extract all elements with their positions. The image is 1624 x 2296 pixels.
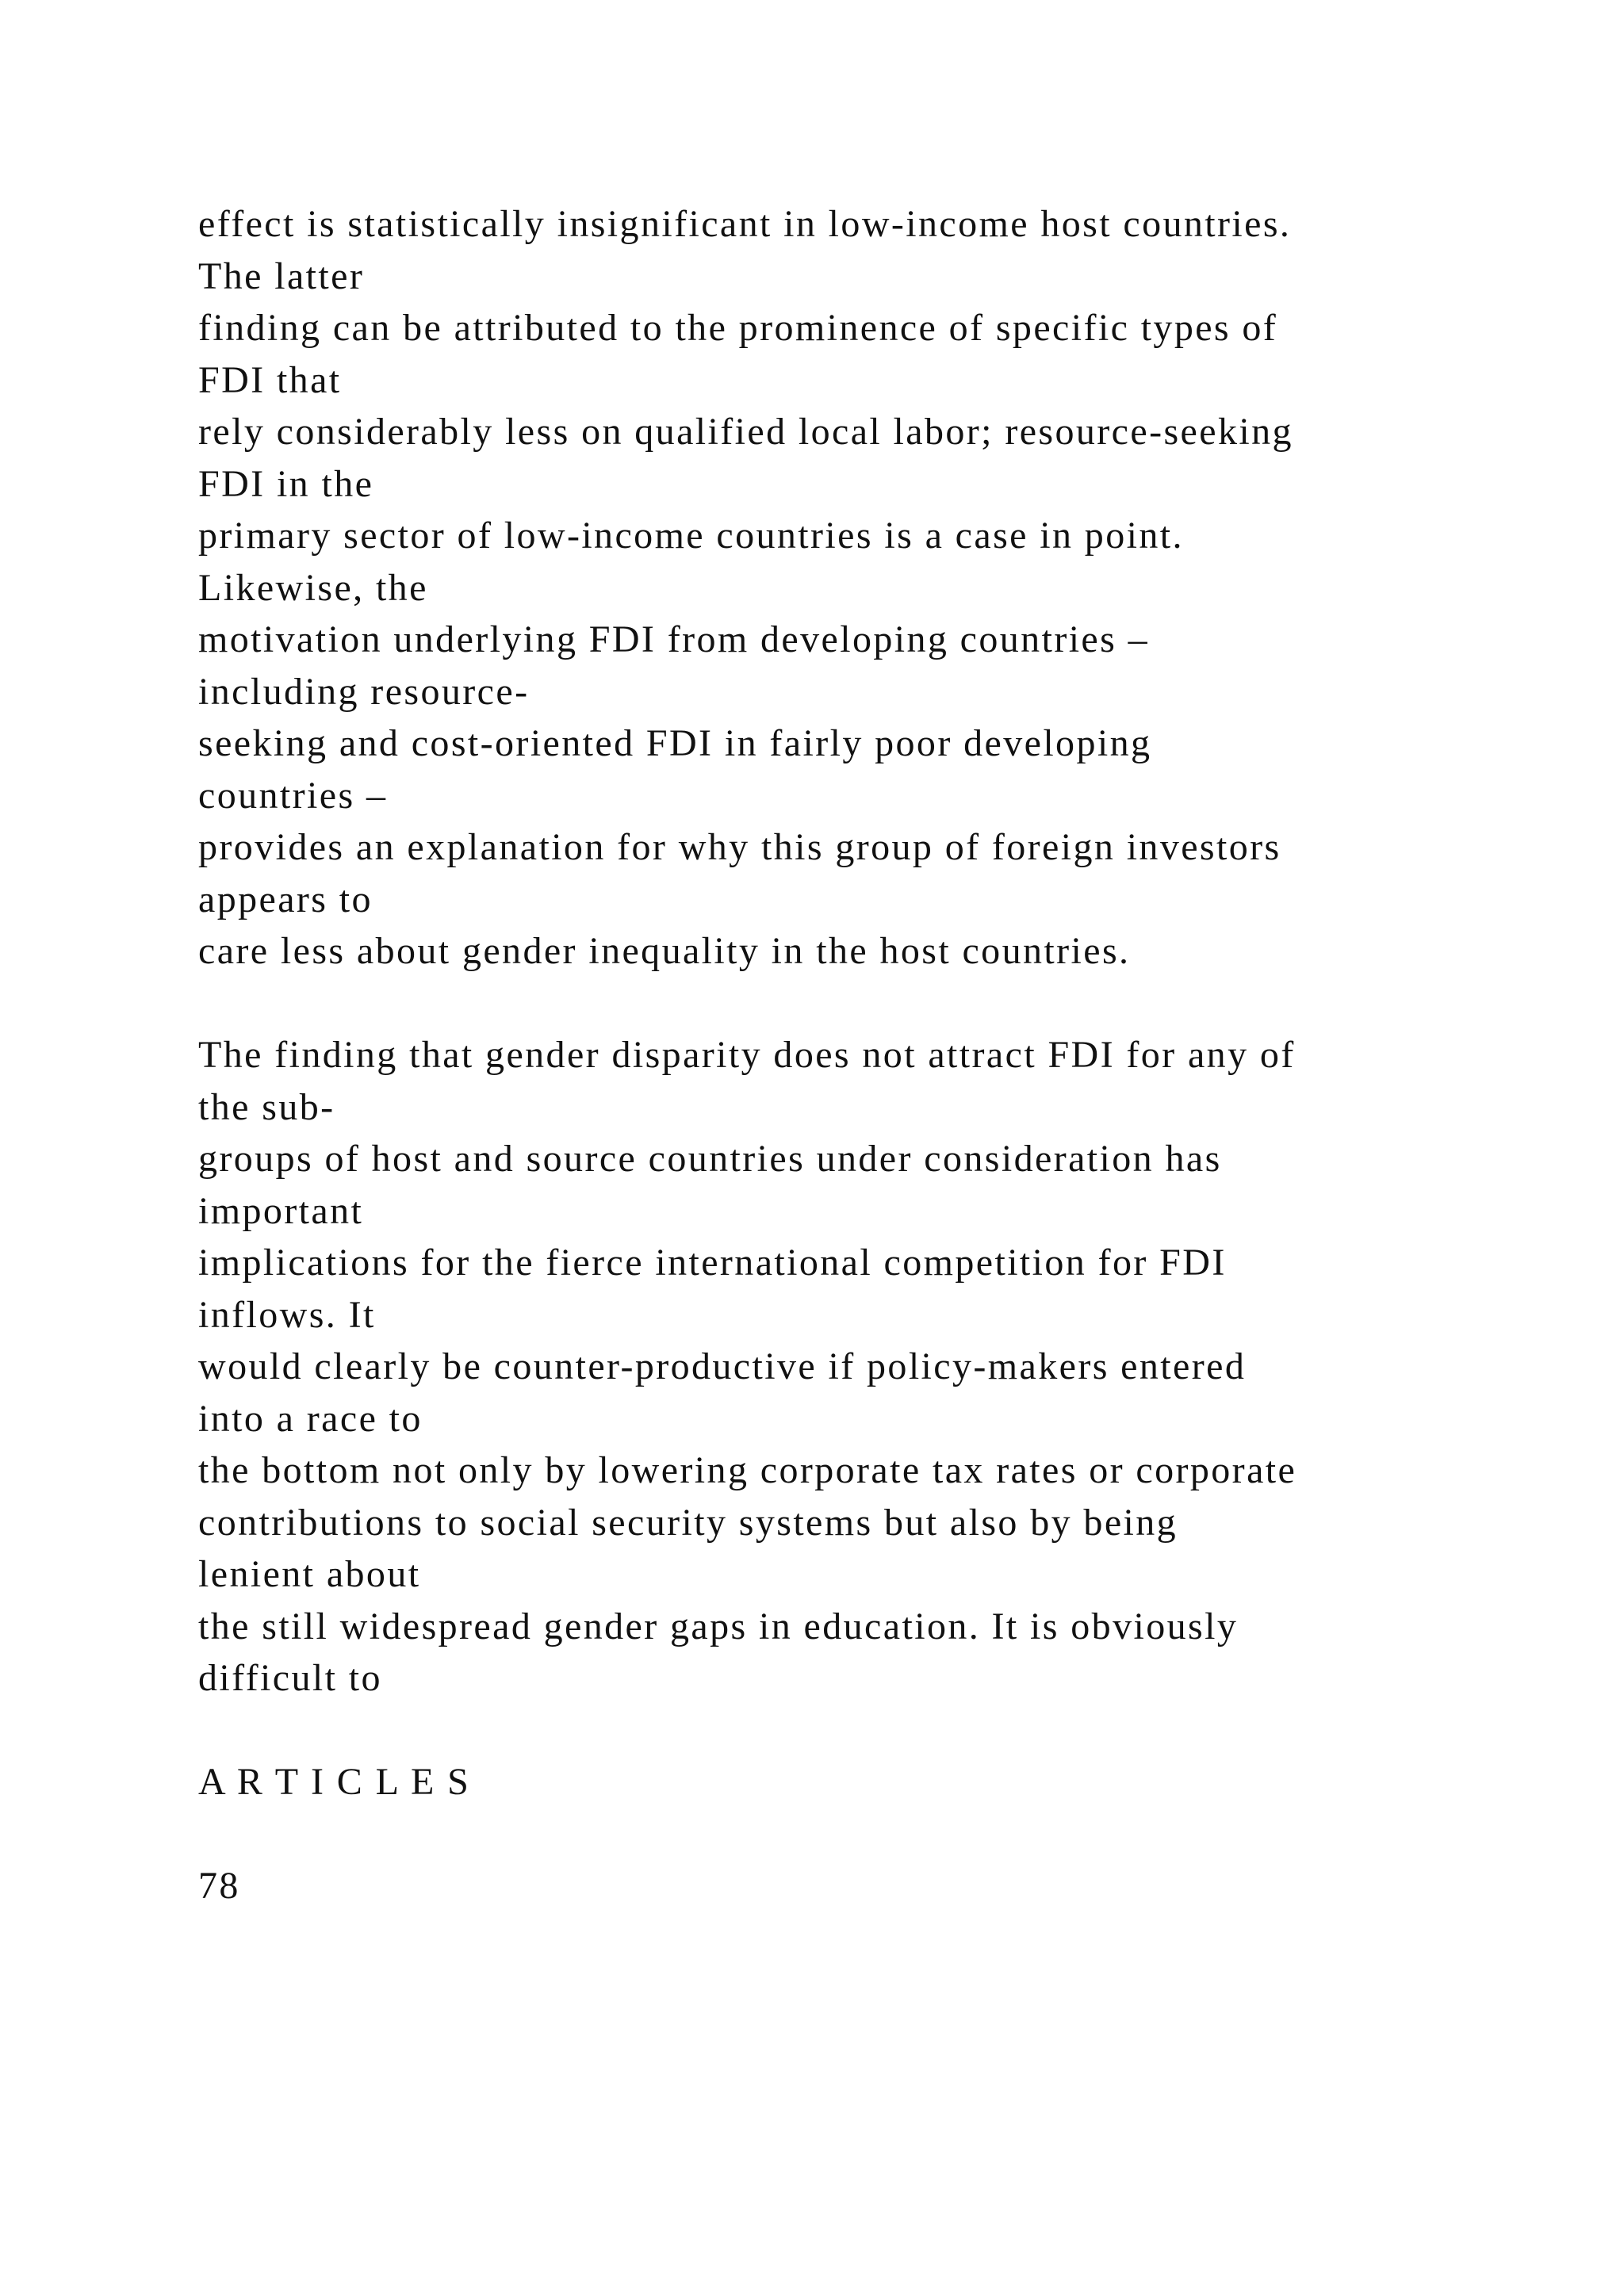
page-number: 78 [198, 1865, 240, 1907]
text-line: finding can be attributed to the prominence of specific types of [198, 307, 1278, 349]
text-line: rely considerably less on qualified local labor; resource-seeking [198, 411, 1293, 453]
text-line: the bottom not only by lowering corporate tax rates or corporate [198, 1449, 1297, 1491]
text-line: The finding that gender disparity does not attract FDI for any of [198, 1034, 1296, 1076]
text-line: the still widespread gender gaps in education. It is obviously [198, 1605, 1239, 1647]
paragraph-spacer [198, 978, 1515, 1030]
text-line: contributions to social security systems but also by being [198, 1501, 1178, 1544]
text-line: the sub- [198, 1085, 335, 1128]
text-line: difficult to [198, 1657, 382, 1699]
text-line: into a race to [198, 1397, 423, 1440]
text-line: effect is statistically insignificant in low-income host countries. [198, 203, 1292, 245]
text-line: provides an explanation for why this group of foreign investors [198, 826, 1281, 868]
text-line: appears to [198, 878, 373, 920]
body-paragraph-2 [198, 1029, 1515, 1705]
text-line: including resource- [198, 670, 530, 713]
text-line: lenient about [198, 1553, 421, 1595]
text-line: seeking and cost-oriented FDI in fairly poor developing [198, 722, 1152, 764]
section-label: A R T I C L E S [198, 1761, 471, 1803]
text-line: would clearly be counter-productive if policy-makers entered [198, 1345, 1247, 1387]
text-line: countries – [198, 774, 388, 817]
document-page [198, 198, 1515, 1912]
text-line: care less about gender inequality in the host countries. [198, 930, 1131, 972]
text-line: motivation underlying FDI from developing countries – [198, 618, 1150, 660]
text-line: Likewise, the [198, 566, 428, 609]
text-line: FDI that [198, 358, 342, 401]
text-line: groups of host and source countries under consideration has [198, 1138, 1222, 1180]
text-line: implications for the fierce international competition for FDI [198, 1242, 1227, 1284]
body-paragraph-1 [198, 198, 1515, 978]
text-line: primary sector of low-income countries is a case in point. [198, 515, 1184, 557]
text-line: FDI in the [198, 462, 374, 505]
text-line: The latter [198, 254, 365, 297]
text-line: inflows. It [198, 1293, 376, 1336]
text-line: important [198, 1189, 364, 1232]
